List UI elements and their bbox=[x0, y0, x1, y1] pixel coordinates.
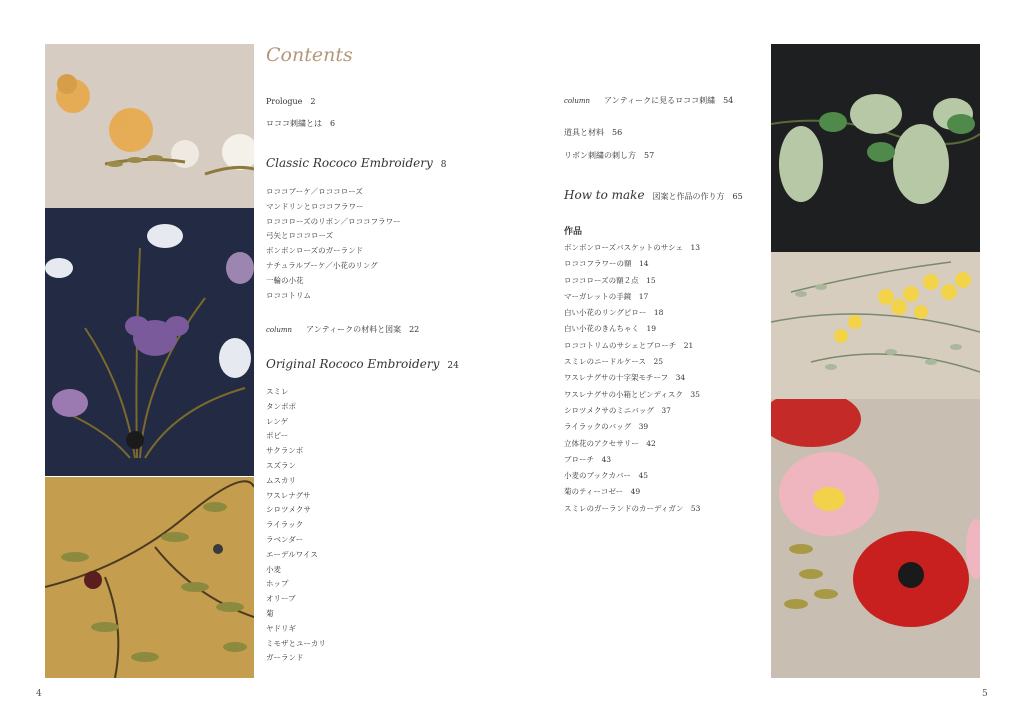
list-item: スミレのガーランドのカーディガン 53 bbox=[564, 503, 701, 513]
original-section-heading bbox=[266, 357, 459, 371]
column-text: アンティークの材料と図案 22 bbox=[306, 325, 420, 334]
list-item: ラベンダー bbox=[266, 534, 304, 544]
howto-title: How to make bbox=[564, 188, 645, 202]
list-item: 菊 bbox=[266, 608, 274, 618]
list-item: 白い小花のきんちゃく 19 bbox=[564, 324, 657, 334]
column-text: アンティークに見るロココ刺繍 54 bbox=[604, 96, 734, 105]
list-item: ロココローズの額２点 15 bbox=[564, 275, 656, 285]
list-item: 菊のティーコゼー 49 bbox=[564, 487, 641, 497]
works-list bbox=[564, 240, 700, 517]
column-label: column bbox=[266, 326, 293, 334]
list-item: オリーブ bbox=[266, 594, 296, 604]
howto-section-heading bbox=[564, 188, 743, 202]
list-item: ポピー bbox=[266, 431, 289, 441]
list-item: 一輪の小花 bbox=[266, 275, 304, 285]
list-item: タンポポ bbox=[266, 401, 296, 411]
list-item: ワスレナグサの小箱とピンディスク 35 bbox=[564, 389, 700, 399]
list-item: ロココローズのリボン／ロココフラワー bbox=[266, 216, 401, 226]
column-entry-left bbox=[266, 324, 419, 335]
classic-section-page: 8 bbox=[440, 160, 447, 170]
contents-title: Contents bbox=[266, 44, 353, 66]
list-item: エーデルワイス bbox=[266, 549, 318, 559]
list-item: ロココトリム bbox=[266, 290, 311, 300]
about-rococo-entry: ロココ刺繍とは 6 bbox=[266, 119, 336, 128]
list-item: ロココブーケ／ロココローズ bbox=[266, 187, 363, 196]
list-item: ナチュラルブーケ／小花のリング bbox=[266, 260, 378, 270]
list-item: ブローチ 43 bbox=[564, 454, 612, 464]
classic-section-heading bbox=[266, 156, 446, 170]
ribbon-stitch-entry: リボン刺繍の刺し方 57 bbox=[564, 151, 655, 160]
list-item: スミレのニードルケース 25 bbox=[564, 357, 664, 367]
list-item: ムスカリ bbox=[266, 475, 296, 485]
list-item: ワスレナグサの十字架モチーフ 34 bbox=[564, 373, 686, 383]
list-item: ミモザとユーカリ bbox=[266, 638, 326, 648]
list-item: サクランボ bbox=[266, 446, 304, 456]
list-item: マーガレットの手鏡 17 bbox=[564, 291, 649, 301]
list-item: 弓矢とロココローズ bbox=[266, 231, 334, 241]
original-section-title: Original Rococo Embroidery bbox=[266, 357, 440, 371]
list-item: ライラック bbox=[266, 520, 304, 530]
classic-items-list bbox=[266, 185, 401, 303]
page-number-left: 4 bbox=[36, 689, 42, 699]
list-item: ロココトリムのサシェとブローチ 21 bbox=[564, 340, 694, 350]
photo-violet-embroidery bbox=[45, 208, 254, 476]
page-number-right: 5 bbox=[982, 689, 988, 699]
list-item: 小麦のブックカバー 45 bbox=[564, 471, 649, 481]
original-section-page: 24 bbox=[447, 361, 459, 371]
tools-entry: 道具と材料 56 bbox=[564, 128, 623, 137]
list-item: ガーランド bbox=[266, 653, 304, 663]
list-item: スズラン bbox=[266, 460, 296, 470]
list-item: ボンボンローズのガーランド bbox=[266, 246, 364, 256]
classic-section-title: Classic Rococo Embroidery bbox=[266, 156, 433, 170]
list-item: ヤドリギ bbox=[266, 623, 296, 633]
list-item: ライラックのバッグ 39 bbox=[564, 422, 649, 432]
original-items-list bbox=[266, 385, 326, 666]
list-item: ホップ bbox=[266, 579, 289, 589]
photo-green-leaves-embroidery bbox=[771, 44, 980, 252]
list-item: スミレ bbox=[266, 387, 289, 396]
list-item: ボンボンローズバスケットのサシェ 13 bbox=[564, 243, 700, 252]
list-item: シロツメクサ bbox=[266, 505, 311, 515]
list-item: ロココフラワーの額 14 bbox=[564, 259, 649, 269]
column-label: column bbox=[564, 97, 591, 105]
works-heading: 作品 bbox=[564, 227, 583, 237]
photo-poppy-embroidery bbox=[771, 399, 980, 678]
list-item: マンドリンとロココフラワー bbox=[266, 201, 364, 211]
list-item: シロツメクサのミニバッグ 37 bbox=[564, 405, 671, 415]
howto-text: 図案と作品の作り方 65 bbox=[652, 192, 743, 201]
photo-mimosa-embroidery bbox=[771, 252, 980, 399]
list-item: 立体花のアクセサリー 42 bbox=[564, 438, 656, 448]
prologue-entry: Prologue 2 bbox=[266, 97, 316, 106]
photo-branch-embroidery bbox=[45, 477, 254, 678]
list-item: ワスレナグサ bbox=[266, 490, 311, 500]
column-entry-right bbox=[564, 95, 733, 106]
list-item: レンゲ bbox=[266, 416, 289, 426]
list-item: 白い小花のリングピロー 18 bbox=[564, 308, 664, 318]
photo-dandelion-embroidery bbox=[45, 44, 254, 208]
list-item: 小麦 bbox=[266, 564, 281, 574]
